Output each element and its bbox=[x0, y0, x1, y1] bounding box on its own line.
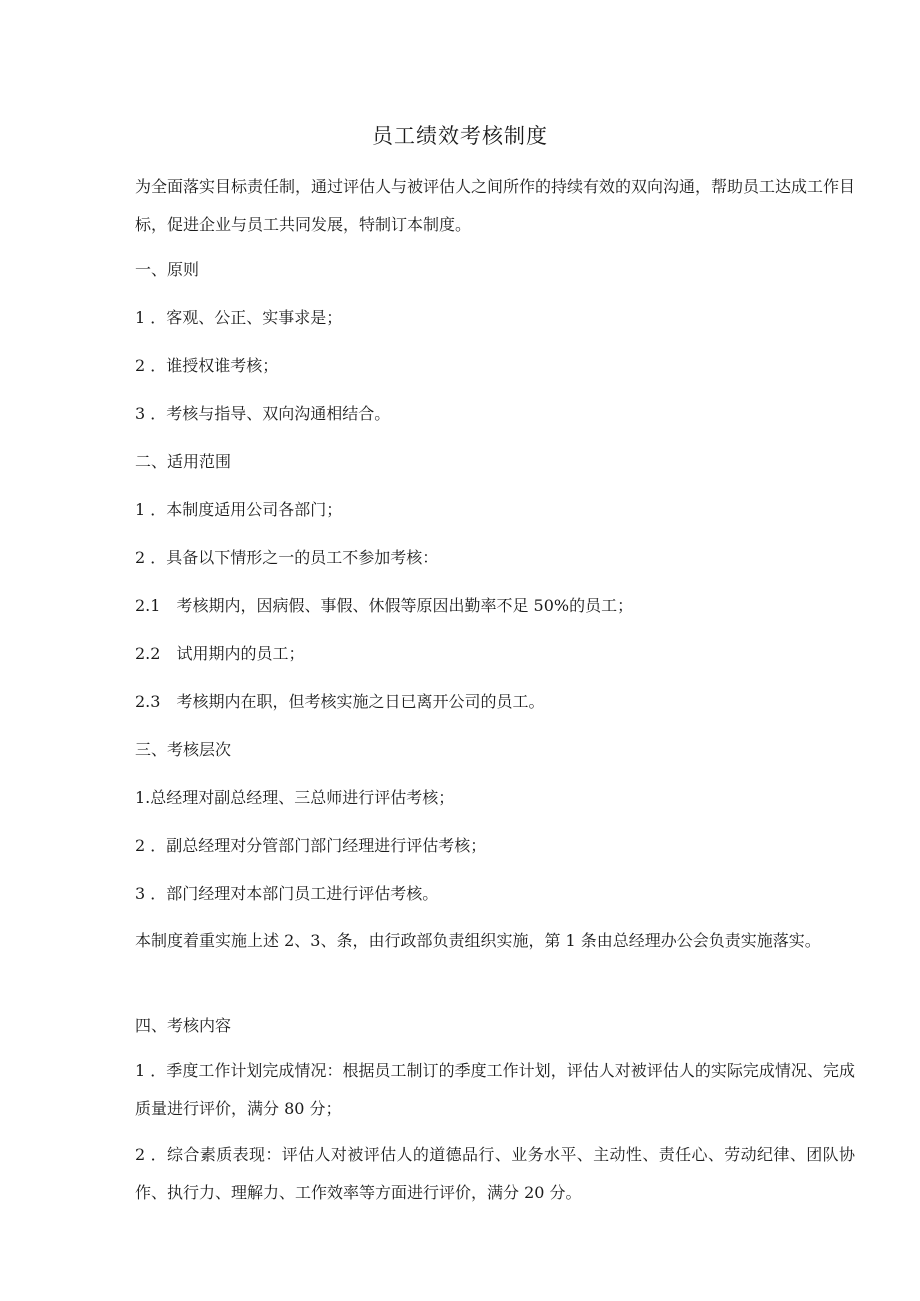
section-heading-levels: 三、考核层次 bbox=[135, 740, 232, 759]
level-item-2: 2 ．副总经理对分管部门部门经理进行评估考核； bbox=[135, 836, 487, 855]
scope-item-2-2: 2.2 试用期内的员工； bbox=[135, 644, 305, 663]
scope-item-2: 2 ．具备以下情形之一的员工不参加考核： bbox=[135, 548, 439, 567]
intro-paragraph: 为全面落实目标责任制，通过评估人与被评估人之间所作的持续有效的双向沟通，帮助员工达成工作目标，促进企业与员工共同发展，特制订本制度。 bbox=[135, 177, 856, 234]
content-item-2: 2 ．综合素质表现：评估人对被评估人的道德品行、业务水平、主动性、责任心、劳动纪律、团队协作、执行力、理解力、工作效率等方面进行评价，满分 20 分。 bbox=[135, 1145, 855, 1202]
principle-item-2: 2 ．谁授权谁考核； bbox=[135, 356, 279, 375]
section-heading-scope: 二、适用范围 bbox=[135, 452, 232, 471]
section-heading-content: 四、考核内容 bbox=[135, 1016, 232, 1035]
document-title: 员工绩效考核制度 bbox=[372, 124, 548, 148]
scope-item-2-3: 2.3 考核期内在职，但考核实施之日已离开公司的员工。 bbox=[135, 692, 545, 711]
section-heading-principles: 一、原则 bbox=[135, 260, 200, 279]
level-item-1: 1.总经理对副总经理、三总师进行评估考核； bbox=[135, 788, 455, 807]
level-item-3: 3 ．部门经理对本部门员工进行评估考核。 bbox=[135, 884, 439, 903]
principle-item-1: 1 ．客观、公正、实事求是； bbox=[135, 308, 343, 327]
levels-note-paragraph: 本制度着重实施上述 2、3、条，由行政部负责组织实施，第 1 条由总经理办公会负责实施落实。 bbox=[135, 931, 821, 950]
principle-item-3: 3 ．考核与指导、双向沟通相结合。 bbox=[135, 404, 391, 423]
scope-item-2-1: 2.1 考核期内，因病假、事假、休假等原因出勤率不足 50%的员工； bbox=[135, 596, 634, 615]
content-item-1: 1 ．季度工作计划完成情况：根据员工制订的季度工作计划，评估人对被评估人的实际完成情况、完成质量进行评价，满分 80 分； bbox=[135, 1061, 855, 1118]
scope-item-1: 1 ．本制度适用公司各部门； bbox=[135, 500, 343, 519]
